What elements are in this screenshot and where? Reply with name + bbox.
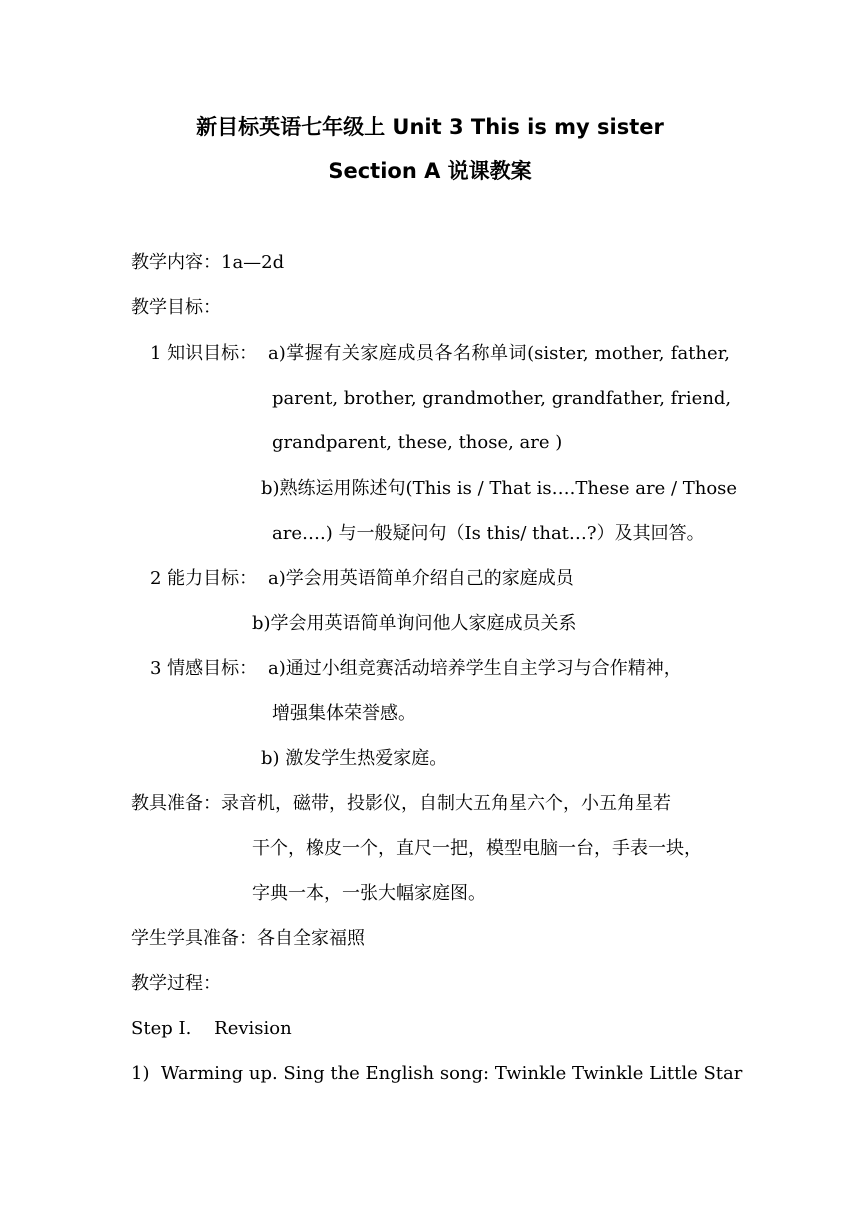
knowledge-objective-a-line1: a)掌握有关家庭成员各名称单词(sister, mother, father,	[268, 343, 730, 364]
knowledge-objective-label: 1 知识目标：	[150, 343, 258, 364]
teaching-content: 教学内容：1a—2d	[131, 252, 285, 273]
student-preparation: 学生学具准备：各自全家福照	[131, 928, 365, 949]
knowledge-objective-b-line2: are….) 与一般疑问句（Is this/ that…?）及其回答。	[272, 523, 705, 544]
knowledge-objective-a-line3: grandparent, these, those, are )	[272, 432, 563, 453]
objectives-heading: 教学目标：	[131, 297, 221, 318]
knowledge-objective-b-line1: b)熟练运用陈述句(This is / That is….These are / Those	[261, 478, 738, 499]
teaching-aids-line2: 干个，橡皮一个，直尺一把，模型电脑一台，手表一块，	[252, 838, 702, 859]
emotion-objective-b: b) 激发学生热爱家庭。	[261, 748, 448, 769]
teaching-aids-line1: 教具准备：录音机，磁带，投影仪，自制大五角星六个，小五角星若	[131, 793, 671, 814]
document-title-line2: Section A 说课教案	[328, 159, 532, 183]
document-title-line1: 新目标英语七年级上 Unit 3 This is my sister	[196, 115, 664, 139]
step-1-heading: Step I. Revision	[131, 1018, 292, 1039]
teaching-aids-line3: 字典一本，一张大幅家庭图。	[252, 883, 486, 904]
emotion-objective-a-line1: a)通过小组竞赛活动培养学生自主学习与合作精神，	[268, 658, 682, 679]
emotion-objective-label: 3 情感目标：	[150, 658, 258, 679]
knowledge-objective-a-line2: parent, brother, grandmother, grandfather, friend,	[272, 388, 732, 409]
ability-objective-a: a)学会用英语简单介绍自己的家庭成员	[268, 568, 574, 589]
ability-objective-b: b)学会用英语简单询问他人家庭成员关系	[252, 613, 577, 634]
ability-objective-label: 2 能力目标：	[150, 568, 258, 589]
step-1-item-1: 1) Warming up. Sing the English song: Twinkle Twinkle Little Star	[131, 1063, 743, 1084]
emotion-objective-a-line2: 增强集体荣誉感。	[272, 703, 416, 724]
teaching-process-heading: 教学过程：	[131, 973, 221, 994]
